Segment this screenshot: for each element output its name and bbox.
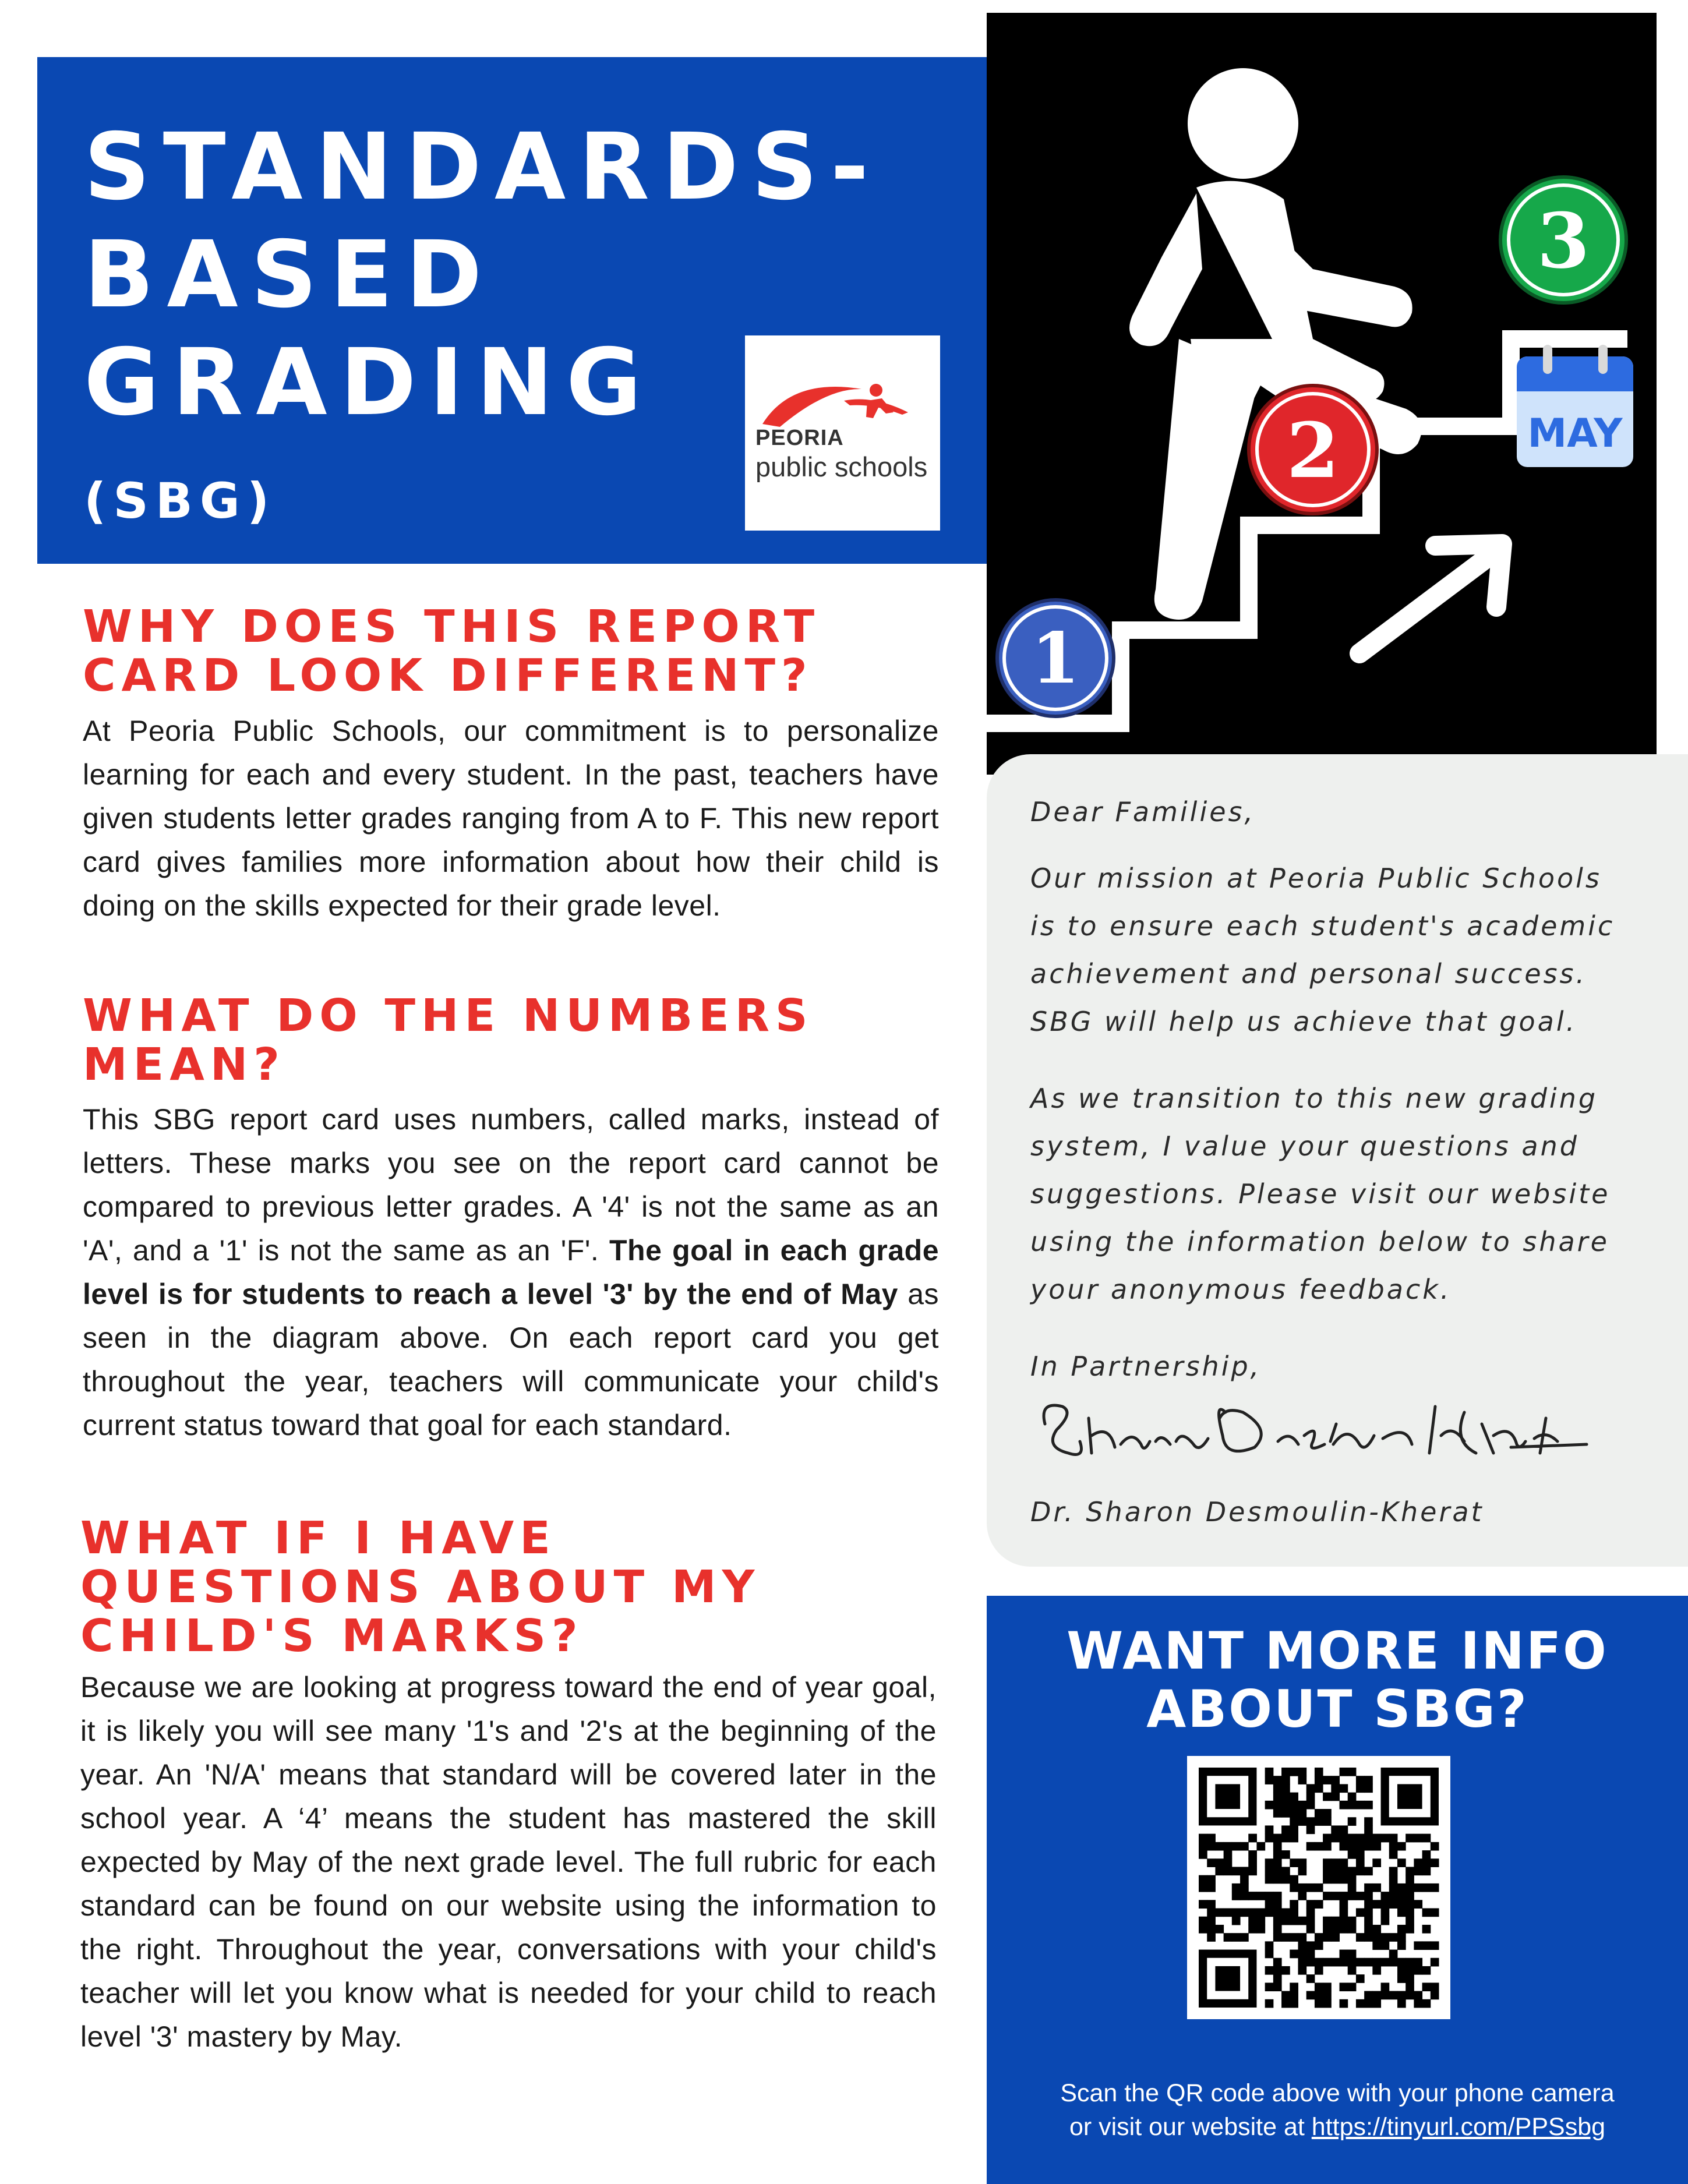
letter-paragraph-2: As we transition to this new grading system, I value your questions and suggestions. Please visit our website using the information below to share your anonymous feedback.	[1030, 1083, 1611, 1305]
section-body-numbers-meaning	[83, 1098, 939, 1447]
more-info-panel	[987, 1596, 1688, 2184]
caption-line-2	[987, 2110, 1688, 2144]
title-line-2: BASED	[84, 221, 495, 328]
logo-name: PEORIA	[755, 426, 844, 450]
logo-subtitle: public schools	[755, 451, 928, 482]
district-logo	[745, 335, 940, 531]
stairs-graphic	[987, 13, 1657, 775]
title-line-1: STANDARDS-	[84, 114, 882, 221]
step-2-label: 2	[1286, 406, 1340, 495]
numbers-text-before: This SBG report card uses numbers, called marks, instead of letters. These marks you see on the report card cannot be compared to previous letter grades. A '4' is not the same as an 'A', and a '1' is not the same as an 'F'.	[83, 1103, 939, 1267]
sbg-website-link[interactable]: https://tinyurl.com/PPSsbg	[1311, 2113, 1606, 2141]
up-arrow-icon	[1359, 544, 1502, 653]
section-heading-numbers-meaning: WHAT DO THE NUMBERS MEAN?	[83, 990, 814, 1091]
title-banner	[37, 57, 987, 564]
section-body-questions: Because we are looking at progress toward the end of year goal, it is likely you will see many '1's and '2's at the beginning of the year. An 'N/A' means that standard will be covered later in the school year. A ‘4’ means the student has mastered the skill expected by May of the next grade level. The full rubric for each standard can be found on our website using the information to the right. Throughout the year, conversations with your child's teacher will let you know what is needed for your child to reach level '3' mastery by May.	[80, 1671, 937, 2053]
walking-person-icon	[1129, 68, 1422, 620]
numbers-goal-bold: The goal in each grade level is for students to reach a level '3' by the end of May	[83, 1234, 940, 1310]
caption-line-1: Scan the QR code above with your phone camera	[1060, 2079, 1615, 2107]
step-3-label: 3	[1537, 196, 1590, 285]
letter-salutation: Dear Families,	[1030, 796, 1256, 828]
letter-closing: In Partnership,	[1030, 1351, 1262, 1382]
letter-signer-name: Dr. Sharon Desmoulin-Kherat	[1030, 1496, 1484, 1528]
more-info-caption	[987, 2076, 1688, 2144]
numbers-text-after: as seen in the diagram above. On each report card you get throughout the year, teachers will communicate your child's current status toward that goal for each standard.	[83, 1278, 939, 1441]
superintendent-letter	[987, 754, 1688, 1567]
step-1-badge	[997, 600, 1114, 716]
caption-prefix: or visit our website at	[1069, 2113, 1312, 2141]
section-heading-questions: WHAT IF I HAVE QUESTIONS ABOUT MY CHILD'S MARKS?	[80, 1512, 761, 1662]
qr-code-icon	[1187, 1756, 1450, 2019]
progress-stairs-illustration	[987, 13, 1657, 775]
section-heading-why-different: WHY DOES THIS REPORT CARD LOOK DIFFERENT?	[83, 601, 821, 702]
step-2-badge	[1249, 386, 1377, 514]
signature-image	[1033, 1389, 1592, 1471]
calendar-label: MAY	[1527, 411, 1623, 457]
title-abbreviation: (SBG)	[84, 472, 277, 529]
step-3-badge	[1500, 177, 1626, 303]
section-body-why-different: At Peoria Public Schools, our commitment is to personalize learning for each and every student. In the past, teachers have given students letter grades ranging from A to F. This new report card gives families more information about how their child is doing on the skills expected for their grade level.	[83, 715, 939, 922]
more-info-title: WANT MORE INFO ABOUT SBG?	[1067, 1621, 1608, 1739]
title-line-3: GRADING	[84, 329, 655, 436]
logo-swoosh-icon	[757, 377, 931, 430]
step-1-label: 1	[1031, 617, 1080, 699]
calendar-icon	[1517, 345, 1633, 467]
letter-paragraph-1: Our mission at Peoria Public Schools is to ensure each student's academic achievement and personal success. SBG will help us achieve that goal.	[1030, 863, 1615, 1037]
qr-code[interactable]	[1187, 1756, 1450, 2019]
